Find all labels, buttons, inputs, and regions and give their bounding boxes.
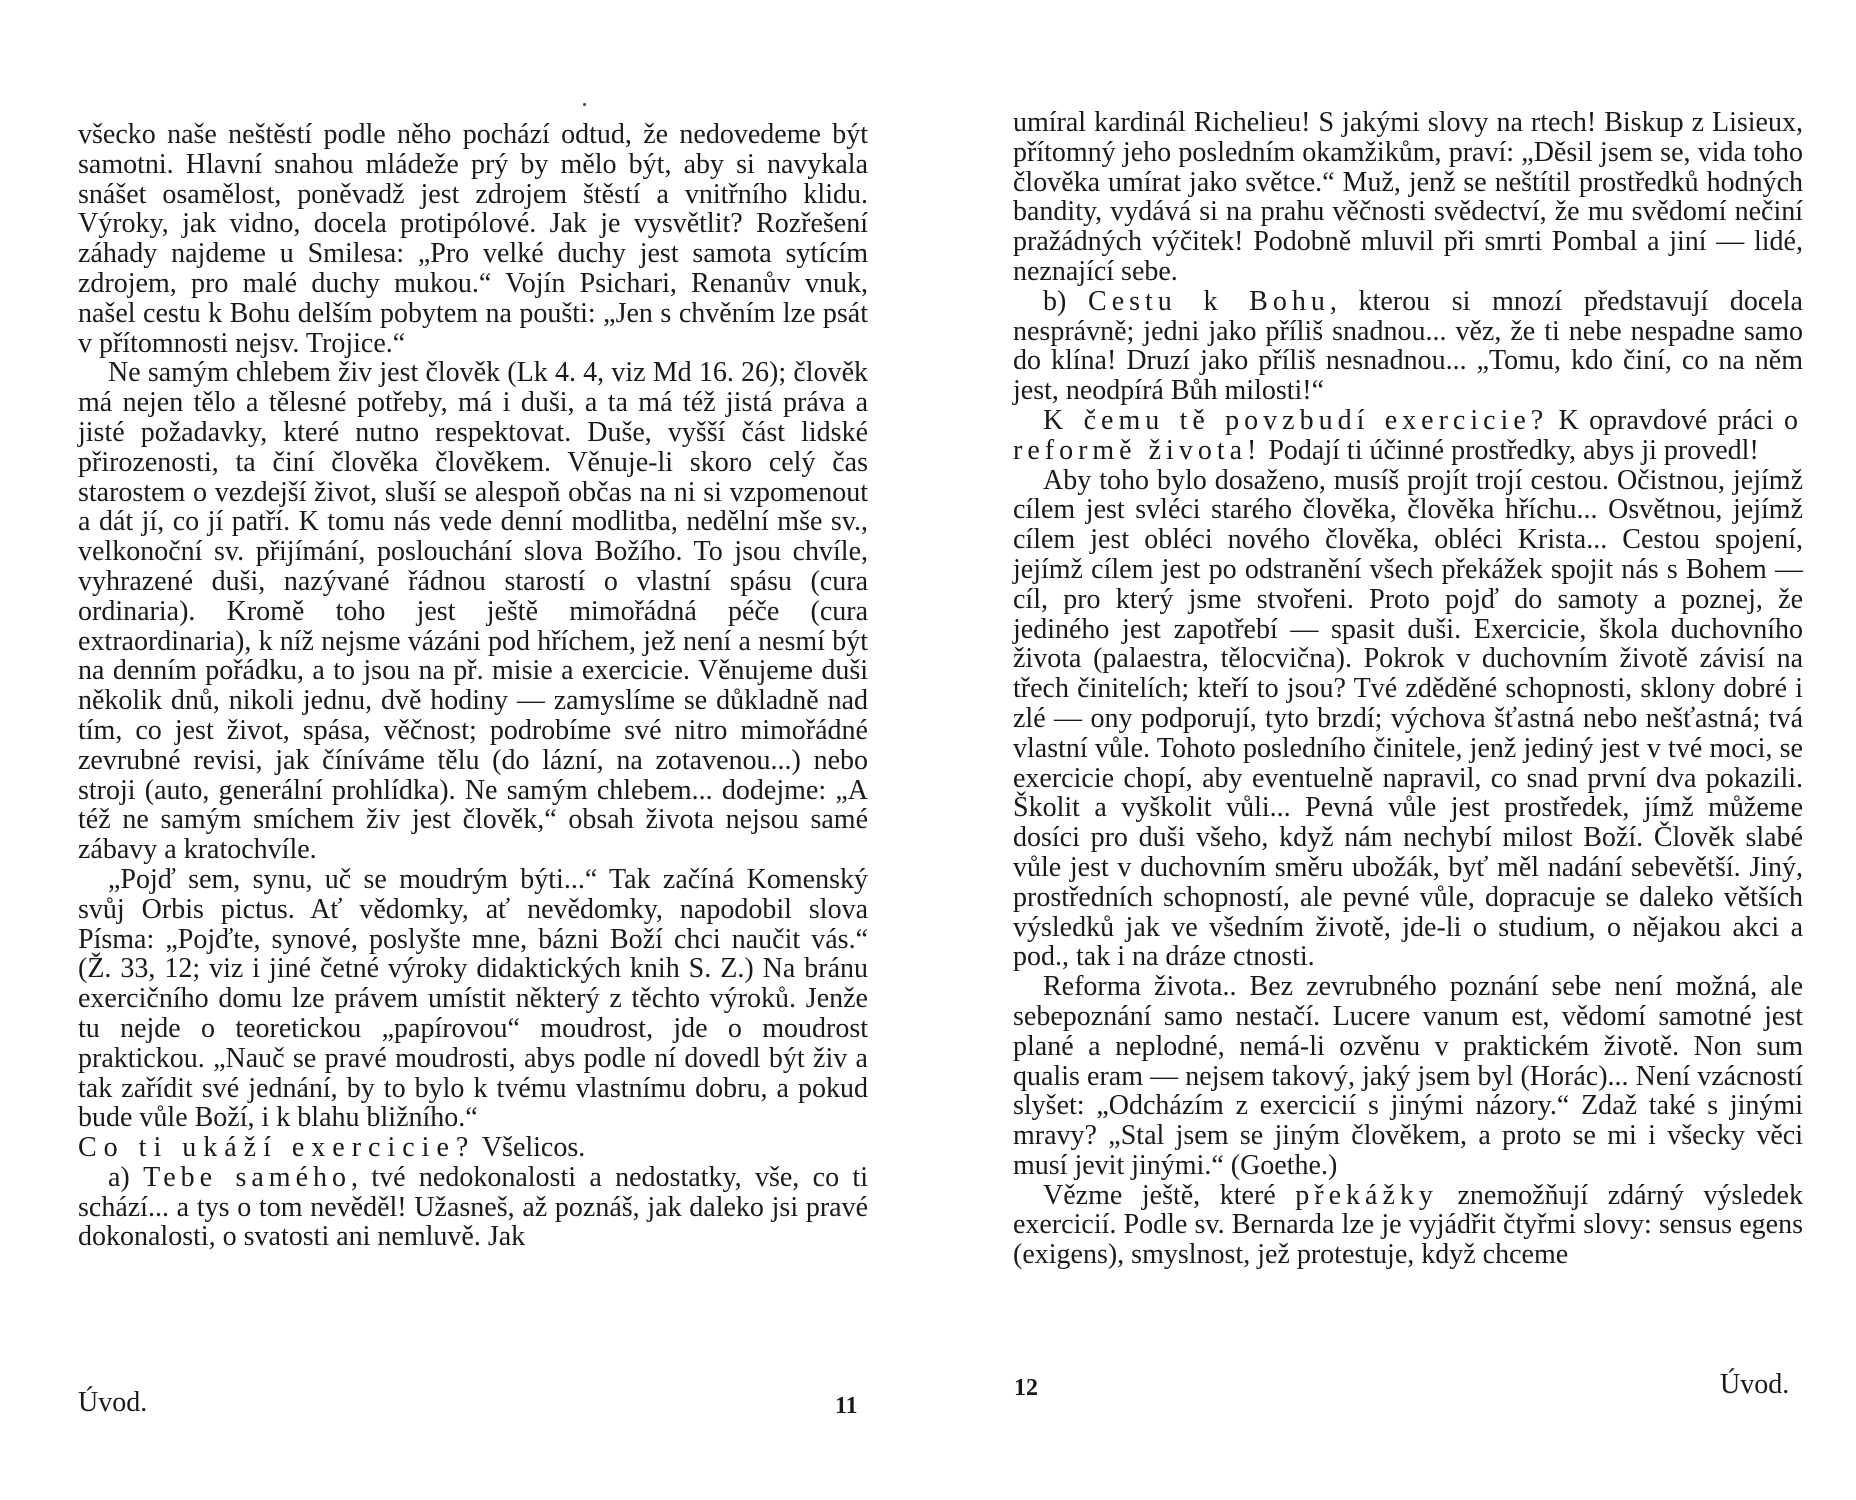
paragraph-b-rest: , kterou si mnozí představují docela nesprávně; jedni jako příliš snadnou... věz, že ti nebe nespadne samo do klína! Druzí jako příliš nesnadnou... „Tomu, kdo činí, co na něm jest, neodpírá Bůh milosti!“	[1013, 285, 1803, 407]
running-footer-title: Úvod.	[1720, 1369, 1790, 1400]
paragraph-b	[1013, 287, 1803, 406]
paragraph-b-spaced: Cestu k Bohu	[1088, 285, 1330, 317]
paragraph: „Pojď sem, synu, uč se moudrým býti...“ Tak začíná Komenský svůj Orbis pictus. Ať vědomky, ať nevědomky, napodobil slova Písma: „Pojďte, synové, poslyšte mne, bázni Boží chci naučit vás.“ (Ž. 33, 12; viz i jiné četné výroky didaktických knih S. Z.) Na bránu exercičního domu lze právem umístit některý z těchto výroků. Jenže tu nejde o teoretickou „papírovou“ moudrost, jde o moudrost praktickou. „Nauč se pravé moudrosti, abys podle ní dovedl být živ a tak zařídit své jednání, by to bylo k tvému vlastnímu dobru, a pokud bude vůle Boží, i k blahu bližního.“	[78, 863, 868, 1134]
page-number: 11	[835, 1393, 858, 1419]
left-page-text	[78, 120, 868, 1252]
section-heading	[78, 1133, 868, 1163]
right-page	[928, 0, 1856, 1500]
paragraph-a-rest: , tvé nedokonalosti a nedostatky, vše, co ti schází... a tys o tom nevěděl! Užasneš, až poznáš, jak daleko jsi pravé dokonalosti, o svatosti ani nemluvě. Jak	[78, 1161, 868, 1253]
paragraph-reform	[1013, 406, 1803, 466]
page-number: 12	[1014, 1375, 1038, 1401]
reform-rest: Podají ti účinné prostředky, abys ji provedl!	[1261, 434, 1759, 466]
obstacles-rest: znemožňují zdárný výsledek exercicií. Podle sv. Bernarda lze je vyjádřit čtyřmi slovy: sensus egens (exigens), smyslnost, jež protestuje, když chceme	[1013, 1179, 1803, 1271]
section-heading-spaced: Co ti ukáží exercicie?	[78, 1132, 476, 1164]
reform-spaced-a: K čemu tě povzbudí exercicie?	[1043, 404, 1549, 436]
paragraph-obstacles	[1013, 1181, 1803, 1270]
section-heading-rest: Všelicos.	[475, 1132, 586, 1164]
paragraph-a-prefix: a)	[108, 1161, 144, 1193]
paragraph: Reforma života.. Bez zevrubného poznání sebe není možná, ale sebepoznání samo nestačí. Lucere vanum est, vědomí samotné jest plané a neplodné, nemá-li ozvěnu v praktickém životě. Non sum qualis eram — nejsem takový, jaký jsem byl (Horác)... Není vzácností slyšet: „Odcházím z exercicií s jinými názory.“ Zdaž také s jinými mravy? „Stal jsem se jiným člověkem, a proto se mi i všecky věci musí jevit jinými.“ (Goethe.)	[1013, 971, 1803, 1181]
obstacles-prefix: Vězme ještě, které	[1043, 1179, 1296, 1211]
paragraph: Ne samým chlebem živ jest člověk (Lk 4. 4, viz Md 16. 26); člověk má nejen tělo a tělesné potřeby, má i duši, a ta má též jistá práva a jisté požadavky, které nutno respektovat. Duše, vyšší část lidské přirozenosti, ta činí člověka člověkem. Věnuje-li skoro celý čas starostem o vezdejší život, sluší se alespoň občas na ni si vzpomenout a dát jí, co jí patří. K tomu nás vede denní modlitba, nedělní mše sv., velkonoční sv. přijímání, poslouchání slova Božího. To jsou chvíle, vyhrazené duši, nazývané řádnou starostí o vlastní spásu (cura ordinaria). Kromě toho jest ještě mimořádná péče (cura extraordinaria), k níž nejsme vázáni pod hříchem, jež není a nesmí být na denním pořádku, a to jsou na př. misie a exercicie. Věnujeme duši několik dnů, nikoli jednu, dvě hodiny — zamyslíme se důkladně nad tím, co jest život, spása, věčnost; podrobíme své nitro mimořádné zevrubné revisi, jak číníváme tělu (do lázní, na zotavenou...) nebo stroji (auto, generální prohlídka). Ne samým chlebem... dodejme: „A též ne samým smíchem živ jest člověk,“ obsah života nejsou samé zábavy a kratochvíle.	[78, 357, 868, 866]
paragraph: všecko naše neštěstí podle něho pochází odtud, že nedovedeme být samotni. Hlavní snahou mládeže prý by mělo být, aby si navykala snášet osamělost, poněvadž jest zdrojem štěstí a vnitřního klidu. Výroky, jak vidno, docela protipólové. Jak je vysvětlit? Rozřešení záhady najdeme u Smilesa: „Pro velké duchy jest samota sytícím zdrojem, pro malé duchy mukou.“ Vojín Psichari, Renanův vnuk, našel cestu k Bohu delším pobytem na poušti: „Jen s chvěním lze psát v přítomnosti nejsv. Trojice.“	[78, 119, 868, 359]
running-footer-title: Úvod.	[78, 1387, 148, 1418]
paragraph: Aby toho bylo dosaženo, musíš projít trojí cestou. Očistnou, jejímž cílem jest svléci starého člověka, člověka hříchu... Osvětnou, jejímž cílem jest obléci nového člověka, obléci Krista... Cestou spojení, jejímž cílem jest po odstranění všech překážek spojit nás s Bohem — cíl, pro který jsme stvořeni. Proto pojď do samoty a poznej, že jediného jest zapotřebí — spasit duši. Exercicie, škola duchovního života (palaestra, tělocvična). Pokrok v duchovním životě závisí na třech činitelích; kteří to jsou? Tvé zděděné schopnosti, sklony dobré i zlé — ony podporují, tyto brzdí; výchova šťastná nebo nešťastná; tvá vlastní vůle. Tohoto posledního činitele, jenž jediný jest v tvé moci, se exercicie chopí, aby eventuelně napravil, co snad první dva pokazili. Školit a vyškolit vůli... Pevná vůle jest prostředek, jímž můžeme dosíci pro duši všeho, když nám nechybí milost Boží. Člověk slabé vůle jest v duchovním směru ubožák, byť měl nadání sebevětší. Jiný, prostředních schopností, ale pevné vůle, dopracuje se daleko větších výsledků jak ve všedním životě, jde-li o studium, o nějakou akci a pod., tak i na dráze ctnosti.	[1013, 464, 1803, 973]
paragraph: umíral kardinál Richelieu! S jakými slovy na rtech! Biskup z Lisieux, přítomný jeho posledním okamžikům, praví: „Děsil jsem se, vida toho člověka umírat jako světce.“ Muž, jenž se neštítil prostředků hodných bandity, vydává si na prahu věčnosti svědectví, že mu svědomí nečiní pražádných výčitek! Podobně mluvil při smrti Pombal a jiní — lidé, neznající sebe.	[1013, 107, 1803, 287]
paragraph-a-spaced: Tebe samého	[143, 1161, 351, 1193]
obstacles-spaced: překážky	[1295, 1179, 1438, 1211]
right-page-text	[1013, 108, 1803, 1270]
paragraph-a	[78, 1163, 868, 1252]
reform-mid: K opravdové práci	[1548, 404, 1785, 436]
print-speck	[583, 103, 586, 106]
paragraph-b-prefix: b)	[1043, 285, 1089, 317]
reform-spaced-b: o reformě života!	[1013, 404, 1804, 466]
